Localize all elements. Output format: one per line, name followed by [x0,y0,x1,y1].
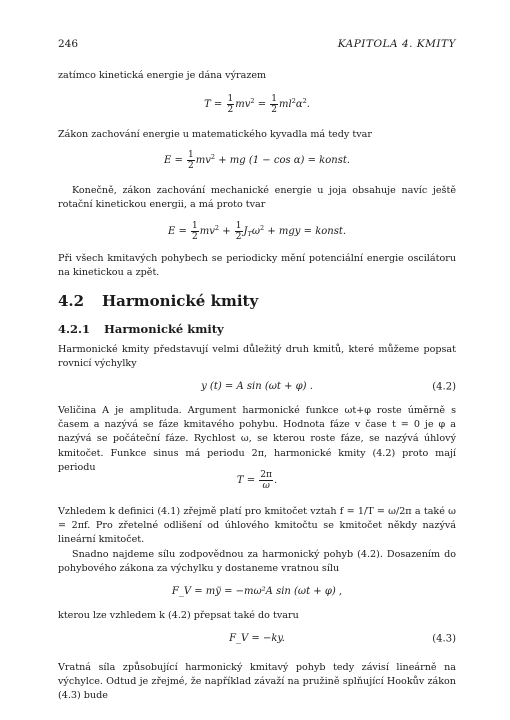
paragraph-kinetic: zatímco kinetická energie je dána výrazem [58,70,267,81]
paragraph-frequency: Vzhledem k definici (4.1) zřejmě platí pro kmitočet vztah f = 1/T = ω/2π a také ω = 2πf. Pro zřetelné odlišení od úhlového kmitočtu se kmitočet někdy nazývá lineární kmitočet. [58,506,456,546]
paragraph-pendulum: Zákon zachování energie u matematického kyvadla má tedy tvar [58,129,372,140]
equation-4-2: y (t) = A sin (ωt + φ) . (4.2) [201,381,456,392]
paragraph-linear: Vratná síla způsobující harmonický kmitavý pohyb tedy závisí lineárně na výchylce. Odtud je zřejmé, že například závaží na pružině splňující Hookův zákon (4.3) bude [58,662,456,702]
equation-restoring-force: F_V = mÿ = −mω²A sin (ωt + φ) , [171,586,343,597]
page-header [58,38,456,54]
subsection-heading: 4.2.1 Harmonické kmity [58,322,224,336]
equation-kinetic-energy: T = $\frac{1}{2}$ $mv^2$ = $\frac{1}{2}$ $ml^2\alpha^2$. [204,94,310,115]
equation-number: (4.3) [432,633,456,644]
equation-number: (4.2) [432,381,456,392]
section-heading: 4.2 Harmonické kmity [58,292,259,310]
equation-4-3: F_V = −ky. (4.3) [229,633,456,644]
equation-pendulum-energy: E = $\frac{1}{2}$ $mv^2$ + mg (1 − cos α) = konst. [163,150,351,171]
paragraph-yoyo: Konečně, zákon zachování mechanické energie u joja obsahuje navíc ještě rotační kinetickou energii, a má proto tvar [58,185,456,211]
paragraph-amplitude: Veličina A je amplituda. Argument harmonické funkce ωt+φ roste úměrně s časem a nazývá se fáze kmitavého pohybu. Hodnota fáze v čase t = 0 je φ a nazývá se počáteční fáze. Rychlost ω, se kterou roste fáze, se nazývá úhlový kmitočet. Funkce sinus má periodu 2π, harmonické kmity (4.2) proto mají periodu [58,405,456,473]
paragraph-oscillator: Při všech kmitavých pohybech se periodicky mění potenciální energie oscilátoru na kinetickou a zpět. [58,253,456,279]
paragraph-harmonic-intro: Harmonické kmity představují velmi důležitý druh kmitů, které můžeme popsat rovnicí výchylky [58,344,456,370]
equation-period: T = $\frac{2\pi}{\omega}$ . [236,470,278,491]
chapter-title: KAPITOLA 4. KMITY [337,38,456,50]
paragraph-rewrite: kterou lze vzhledem k (4.2) přepsat také do tvaru [58,610,299,621]
equation-yoyo-energy: E = $\frac{1}{2}$ $mv^2$ + $\frac{1}{2}$ $J_T\omega^2$ + mgy = konst. [167,221,347,242]
page-number: 246 [58,38,79,50]
paragraph-force: Snadno najdeme sílu zodpovědnou za harmonický pohyb (4.2). Dosazením do pohybového zákona za výchylku y dostaneme vratnou sílu [58,549,456,575]
